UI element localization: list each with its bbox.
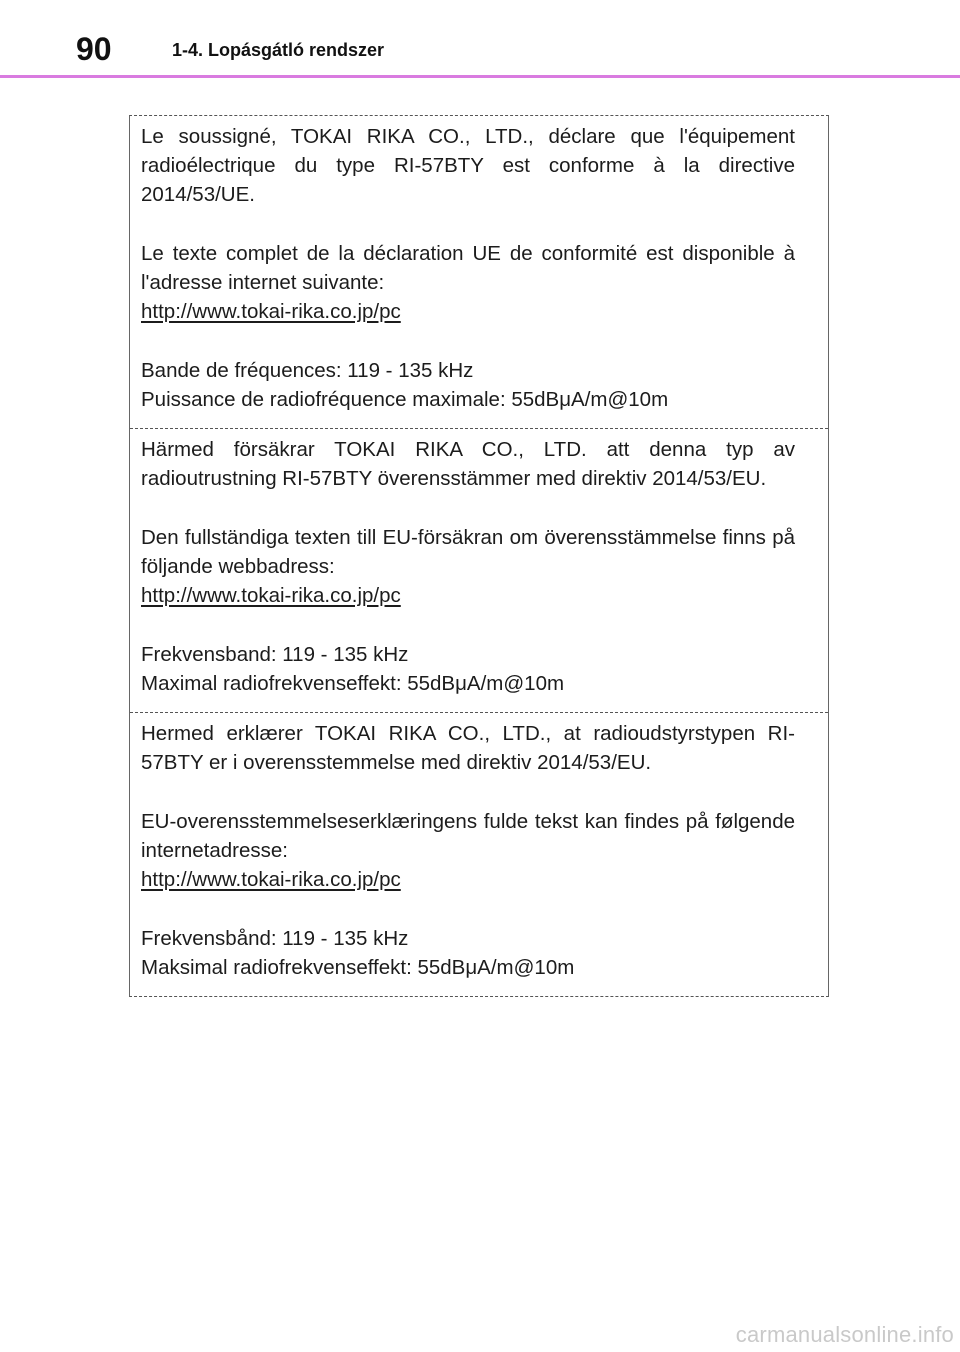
frequency-band: Bande de fréquences: 119 - 135 kHz	[141, 359, 474, 382]
section-title: 1-4. Lopásgátló rendszer	[172, 40, 385, 60]
declaration-url-link[interactable]: http://www.tokai-rika.co.jp/pc	[141, 300, 401, 323]
declaration-box	[129, 115, 829, 997]
declaration-section-fr	[130, 116, 828, 428]
footer-watermark: carmanualsonline.info	[735, 1322, 954, 1347]
page-header	[0, 0, 960, 78]
page-number: 90	[76, 31, 112, 67]
declaration-statement: Le soussigné, TOKAI RIKA CO., LTD., déclare que l'équipement radioélectrique du type RI-57BTY est conforme à la directive 2014/53/UE.	[141, 125, 795, 206]
declaration-availability	[141, 239, 795, 326]
declaration-statement: Härmed försäkrar TOKAI RIKA CO., LTD. att denna typ av radioutrustning RI-57BTY överensstämmer med direktiv 2014/53/EU.	[141, 438, 795, 490]
availability-text: Den fullständiga texten till EU-försäkran om överensstämmelse finns på följande webbadress:	[141, 526, 795, 578]
declaration-section-da	[130, 712, 828, 996]
declaration-specs	[141, 924, 795, 982]
declaration-url-link[interactable]: http://www.tokai-rika.co.jp/pc	[141, 868, 401, 891]
max-power: Maximal radiofrekvenseffekt: 55dBμA/m@10m	[141, 672, 565, 695]
declaration-availability	[141, 807, 795, 894]
max-power: Maksimal radiofrekvenseffekt: 55dBμA/m@10m	[141, 956, 575, 979]
declaration-section-sv	[130, 428, 828, 712]
declaration-specs	[141, 640, 795, 698]
availability-text: Le texte complet de la déclaration UE de conformité est disponible à l'adresse internet suivante:	[141, 242, 795, 294]
declaration-specs	[141, 356, 795, 414]
declaration-url-link[interactable]: http://www.tokai-rika.co.jp/pc	[141, 584, 401, 607]
max-power: Puissance de radiofréquence maximale: 55dBμA/m@10m	[141, 388, 669, 411]
frequency-band: Frekvensband: 119 - 135 kHz	[141, 643, 409, 666]
declaration-statement: Hermed erklærer TOKAI RIKA CO., LTD., at radioudstyrstypen RI-57BTY er i overensstemmelse med direktiv 2014/53/EU.	[141, 722, 795, 774]
declaration-availability	[141, 523, 795, 610]
availability-text: EU-overensstemmelseserklæringens fulde tekst kan findes på følgende internetadresse:	[141, 810, 795, 862]
header-rule	[0, 75, 960, 78]
frequency-band: Frekvensbånd: 119 - 135 kHz	[141, 927, 409, 950]
